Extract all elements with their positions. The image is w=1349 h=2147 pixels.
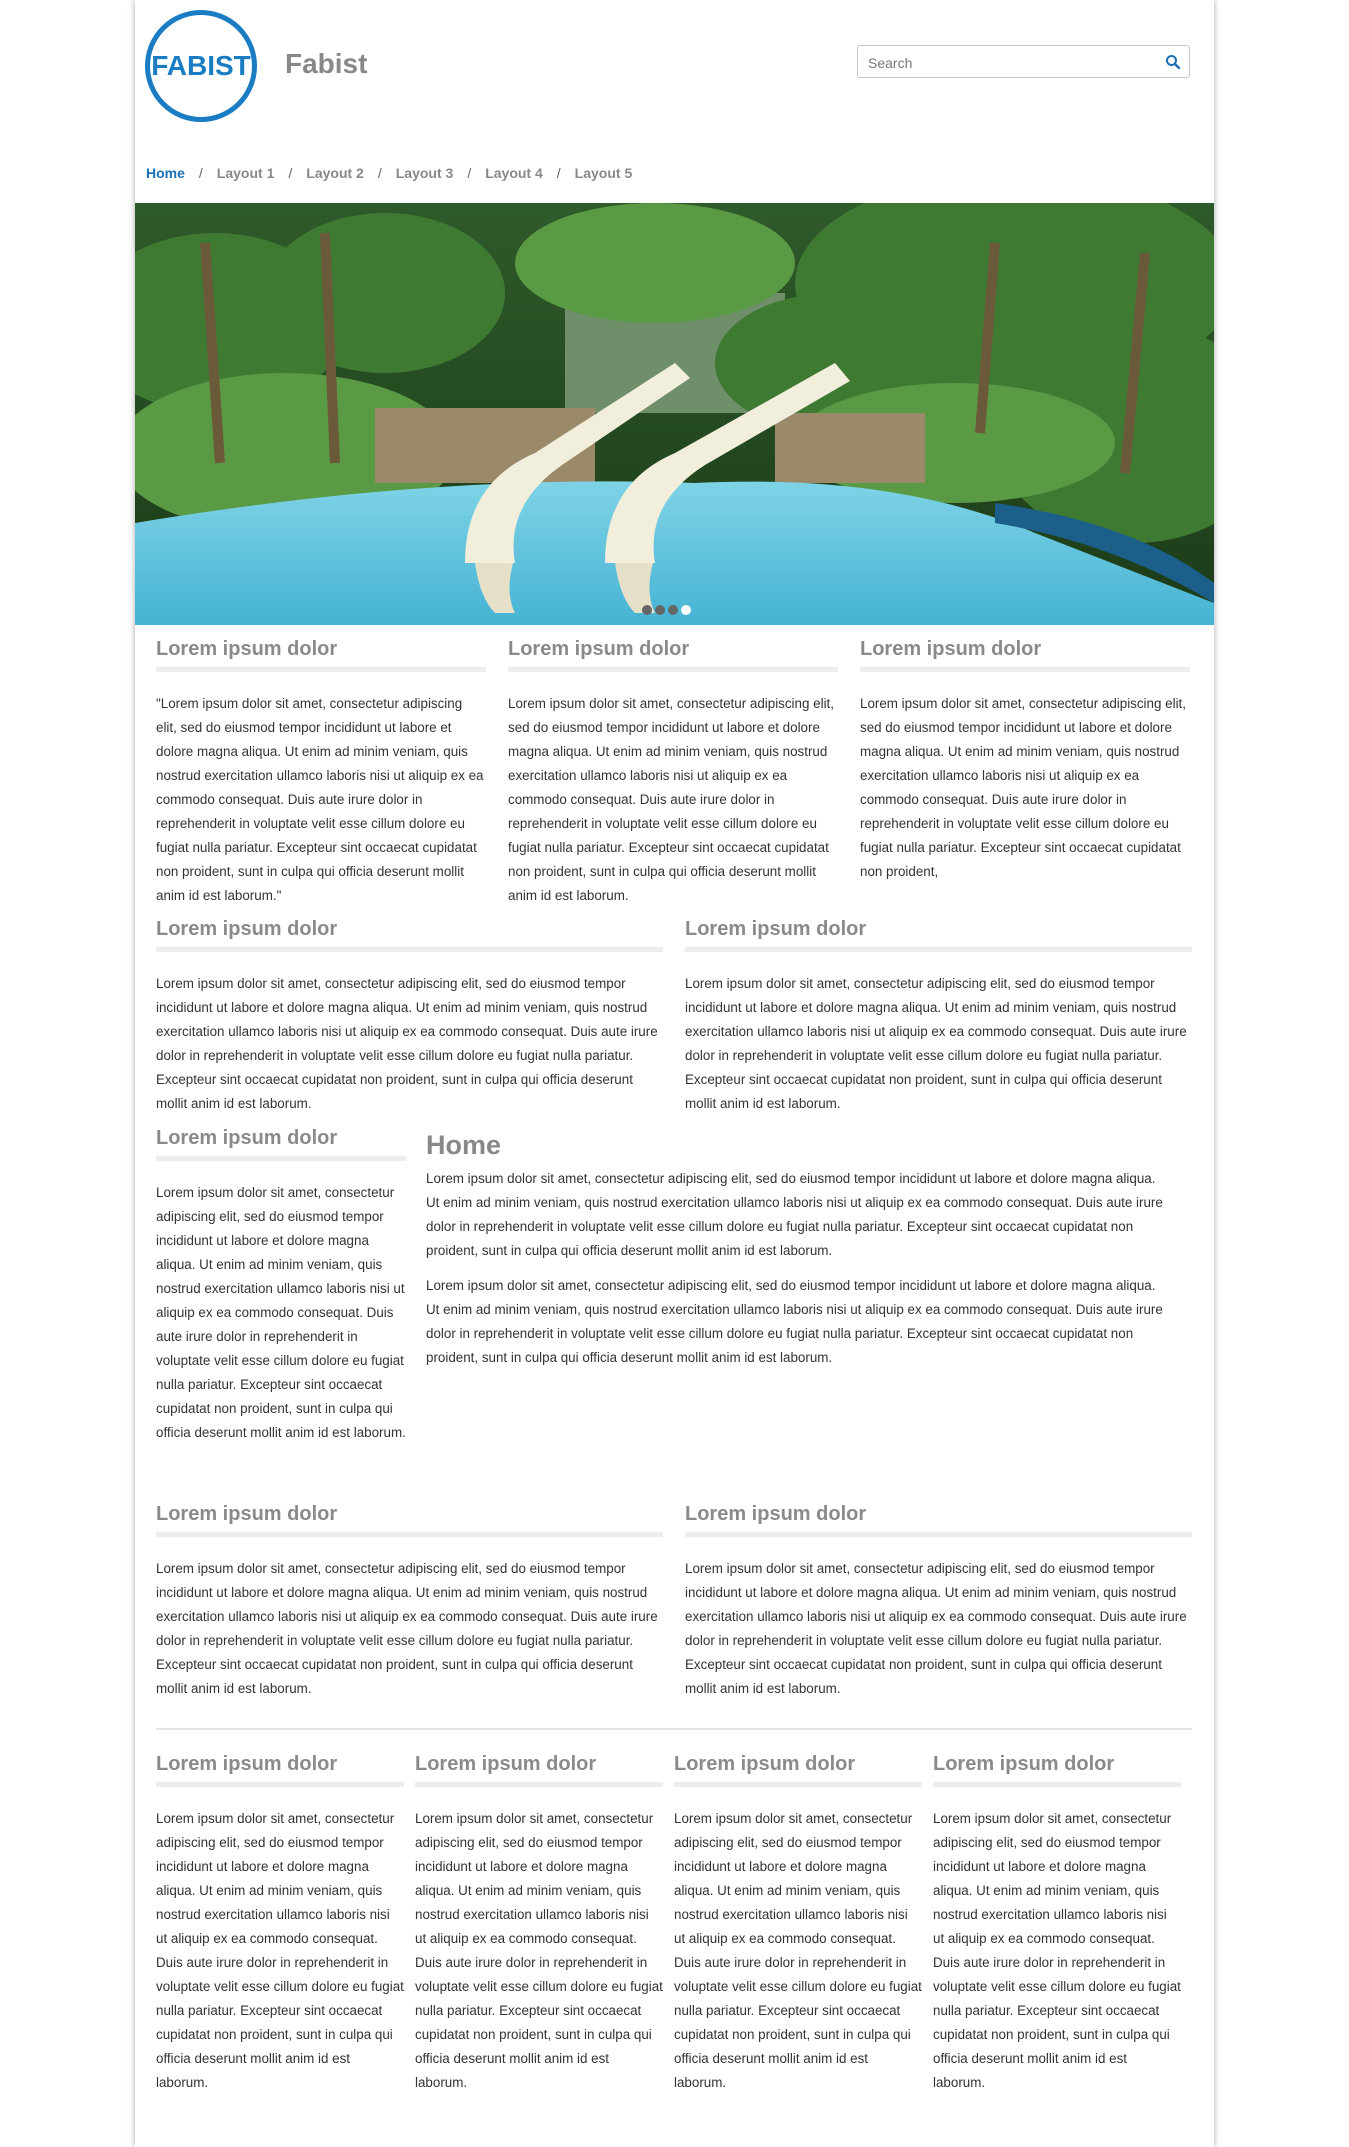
nav-layout-5[interactable]: Layout 5: [574, 165, 633, 181]
footer-column-text: Lorem ipsum dolor sit amet, consectetur adipiscing elit, sed do eiusmod tempor incididunt ut labore et dolore magna aliqua. Ut enim ad minim veniam, quis nostrud exercitation ullamco laboris nisi ut aliquip ex ea commodo consequat. Duis aute irure dolor in reprehenderit in voluptate velit esse cillum dolore eu fugiat nulla pariatur. Excepteur sint occaecat cupidatat non proident, sunt in culpa qui officia deserunt mollit anim id est laborum.: [933, 1811, 1181, 2090]
block-text: Lorem ipsum dolor sit amet, consectetur adipiscing elit, sed do eiusmod tempor incididunt ut labore et dolore magna aliqua. Ut enim ad minim veniam, quis nostrud exercitation ullamco laboris nisi ut aliquip ex ea commodo consequat. Duis aute irure dolor in reprehenderit in voluptate velit esse cillum dolore eu fugiat nulla pariatur. Excepteur sint occaecat cupidatat non proident,: [860, 696, 1186, 879]
nav-layout-3[interactable]: Layout 3: [395, 165, 454, 181]
search-icon[interactable]: [1165, 54, 1181, 70]
hero-slider: [135, 203, 1214, 625]
block-title: Lorem ipsum dolor: [685, 918, 1192, 952]
slider-dot[interactable]: [655, 605, 665, 615]
nav-layout-2[interactable]: Layout 2: [306, 165, 364, 181]
fabist-logo[interactable]: [145, 10, 257, 122]
block-title: Lorem ipsum dolor: [860, 638, 1190, 672]
content-block: [156, 918, 663, 1116]
content-block: [156, 1503, 663, 1701]
nav-separator: /: [198, 165, 203, 181]
footer-column-text: Lorem ipsum dolor sit amet, consectetur adipiscing elit, sed do eiusmod tempor incididunt ut labore et dolore magna aliqua. Ut enim ad minim veniam, quis nostrud exercitation ullamco laboris nisi ut aliquip ex ea commodo consequat. Duis aute irure dolor in reprehenderit in voluptate velit esse cillum dolore eu fugiat nulla pariatur. Excepteur sint occaecat cupidatat non proident, sunt in culpa qui officia deserunt mollit anim id est laborum.: [415, 1811, 663, 2090]
main-content: [426, 1167, 1171, 1381]
block-title: Lorem ipsum dolor: [508, 638, 838, 672]
nav-separator: /: [288, 165, 293, 181]
sidebar-block: [156, 1127, 406, 1445]
page-container: [135, 0, 1214, 2147]
hero-image-pool: [135, 203, 1214, 625]
nav-separator: /: [467, 165, 472, 181]
footer-column: [156, 1753, 404, 2095]
block-title: Lorem ipsum dolor: [156, 1503, 663, 1537]
slider-dot[interactable]: [642, 605, 652, 615]
content-block: [860, 638, 1190, 884]
footer-column-title: Lorem ipsum dolor: [933, 1753, 1181, 1787]
content-block: [156, 638, 486, 908]
block-text: Lorem ipsum dolor sit amet, consectetur adipiscing elit, sed do eiusmod tempor incididunt ut labore et dolore magna aliqua. Ut enim ad minim veniam, quis nostrud exercitation ullamco laboris nisi ut aliquip ex ea commodo consequat. Duis aute irure dolor in reprehenderit in voluptate velit esse cillum dolore eu fugiat nulla pariatur. Excepteur sint occaecat cupidatat non proident, sunt in culpa qui officia deserunt mollit anim id est laborum.: [685, 976, 1187, 1111]
footer-column-text: Lorem ipsum dolor sit amet, consectetur adipiscing elit, sed do eiusmod tempor incididunt ut labore et dolore magna aliqua. Ut enim ad minim veniam, quis nostrud exercitation ullamco laboris nisi ut aliquip ex ea commodo consequat. Duis aute irure dolor in reprehenderit in voluptate velit esse cillum dolore eu fugiat nulla pariatur. Excepteur sint occaecat cupidatat non proident, sunt in culpa qui officia deserunt mollit anim id est laborum.: [674, 1811, 922, 2090]
block-title: Lorem ipsum dolor: [685, 1503, 1192, 1537]
nav-separator: /: [377, 165, 382, 181]
slider-dot[interactable]: [668, 605, 678, 615]
footer-column: [674, 1753, 922, 2095]
main-paragraph: Lorem ipsum dolor sit amet, consectetur adipiscing elit, sed do eiusmod tempor incididunt ut labore et dolore magna aliqua. Ut enim ad minim veniam, quis nostrud exercitation ullamco laboris nisi ut aliquip ex ea commodo consequat. Duis aute irure dolor in reprehenderit in voluptate velit esse cillum dolore eu fugiat nulla pariatur. Excepteur sint occaecat cupidatat non proident, sunt in culpa qui officia deserunt mollit anim id est laborum.: [426, 1171, 1163, 1258]
search-box: [857, 45, 1190, 78]
block-text: Lorem ipsum dolor sit amet, consectetur adipiscing elit, sed do eiusmod tempor incididunt ut labore et dolore magna aliqua. Ut enim ad minim veniam, quis nostrud exercitation ullamco laboris nisi ut aliquip ex ea commodo consequat. Duis aute irure dolor in reprehenderit in voluptate velit esse cillum dolore eu fugiat nulla pariatur. Excepteur sint occaecat cupidatat non proident, sunt in culpa qui officia deserunt mollit anim id est laborum.: [685, 1561, 1187, 1696]
block-text: Lorem ipsum dolor sit amet, consectetur adipiscing elit, sed do eiusmod tempor incididunt ut labore et dolore magna aliqua. Ut enim ad minim veniam, quis nostrud exercitation ullamco laboris nisi ut aliquip ex ea commodo consequat. Duis aute irure dolor in reprehenderit in voluptate velit esse cillum dolore eu fugiat nulla pariatur. Excepteur sint occaecat cupidatat non proident, sunt in culpa qui officia deserunt mollit anim id est laborum.: [508, 696, 834, 903]
logo-text: FABIST: [151, 50, 251, 81]
sidebar-text: Lorem ipsum dolor sit amet, consectetur adipiscing elit, sed do eiusmod tempor incididunt ut labore et dolore magna aliqua. Ut enim ad minim veniam, quis nostrud exercitation ullamco laboris nisi ut aliquip ex ea commodo consequat. Duis aute irure dolor in reprehenderit in voluptate velit esse cillum dolore eu fugiat nulla pariatur. Excepteur sint occaecat cupidatat non proident, sunt in culpa qui officia deserunt mollit anim id est laborum.: [156, 1185, 406, 1440]
nav-separator: /: [556, 165, 561, 181]
slider-dot-active[interactable]: [681, 605, 691, 615]
search-input[interactable]: [866, 52, 1160, 74]
nav-home[interactable]: Home: [146, 165, 185, 181]
content-block: [685, 1503, 1192, 1701]
footer-column-text: Lorem ipsum dolor sit amet, consectetur adipiscing elit, sed do eiusmod tempor incididunt ut labore et dolore magna aliqua. Ut enim ad minim veniam, quis nostrud exercitation ullamco laboris nisi ut aliquip ex ea commodo consequat. Duis aute irure dolor in reprehenderit in voluptate velit esse cillum dolore eu fugiat nulla pariatur. Excepteur sint occaecat cupidatat non proident, sunt in culpa qui officia deserunt mollit anim id est laborum.: [156, 1811, 404, 2090]
breadcrumb-nav: [146, 165, 632, 181]
footer-column: [415, 1753, 663, 2095]
block-title: Lorem ipsum dolor: [156, 638, 486, 672]
block-text: "Lorem ipsum dolor sit amet, consectetur adipiscing elit, sed do eiusmod tempor incididunt ut labore et dolore magna aliqua. Ut enim ad minim veniam, quis nostrud exercitation ullamco laboris nisi ut aliquip ex ea commodo consequat. Duis aute irure dolor in reprehenderit in voluptate velit esse cillum dolore eu fugiat nulla pariatur. Excepteur sint occaecat cupidatat non proident, sunt in culpa qui officia deserunt mollit anim id est laborum.": [156, 696, 484, 903]
nav-layout-4[interactable]: Layout 4: [485, 165, 543, 181]
footer-column-title: Lorem ipsum dolor: [674, 1753, 922, 1787]
nav-layout-1[interactable]: Layout 1: [216, 165, 275, 181]
footer-divider: [156, 1728, 1192, 1730]
block-text: Lorem ipsum dolor sit amet, consectetur adipiscing elit, sed do eiusmod tempor incididunt ut labore et dolore magna aliqua. Ut enim ad minim veniam, quis nostrud exercitation ullamco laboris nisi ut aliquip ex ea commodo consequat. Duis aute irure dolor in reprehenderit in voluptate velit esse cillum dolore eu fugiat nulla pariatur. Excepteur sint occaecat cupidatat non proident, sunt in culpa qui officia deserunt mollit anim id est laborum.: [156, 1561, 658, 1696]
content-block: [508, 638, 838, 908]
footer-column-title: Lorem ipsum dolor: [156, 1753, 404, 1787]
block-text: Lorem ipsum dolor sit amet, consectetur adipiscing elit, sed do eiusmod tempor incididunt ut labore et dolore magna aliqua. Ut enim ad minim veniam, quis nostrud exercitation ullamco laboris nisi ut aliquip ex ea commodo consequat. Duis aute irure dolor in reprehenderit in voluptate velit esse cillum dolore eu fugiat nulla pariatur. Excepteur sint occaecat cupidatat non proident, sunt in culpa qui officia deserunt mollit anim id est laborum.: [156, 976, 658, 1111]
sidebar-title: Lorem ipsum dolor: [156, 1127, 406, 1161]
footer-column: [933, 1753, 1181, 2095]
content-block: [685, 918, 1192, 1116]
block-title: Lorem ipsum dolor: [156, 918, 663, 952]
page-title: Home: [426, 1130, 502, 1160]
footer-column-title: Lorem ipsum dolor: [415, 1753, 663, 1787]
slider-pagination: [642, 605, 691, 615]
site-title[interactable]: Fabist: [285, 48, 368, 79]
main-paragraph: Lorem ipsum dolor sit amet, consectetur adipiscing elit, sed do eiusmod tempor incididunt ut labore et dolore magna aliqua. Ut enim ad minim veniam, quis nostrud exercitation ullamco laboris nisi ut aliquip ex ea commodo consequat. Duis aute irure dolor in reprehenderit in voluptate velit esse cillum dolore eu fugiat nulla pariatur. Excepteur sint occaecat cupidatat non proident, sunt in culpa qui officia deserunt mollit anim id est laborum.: [426, 1278, 1163, 1365]
